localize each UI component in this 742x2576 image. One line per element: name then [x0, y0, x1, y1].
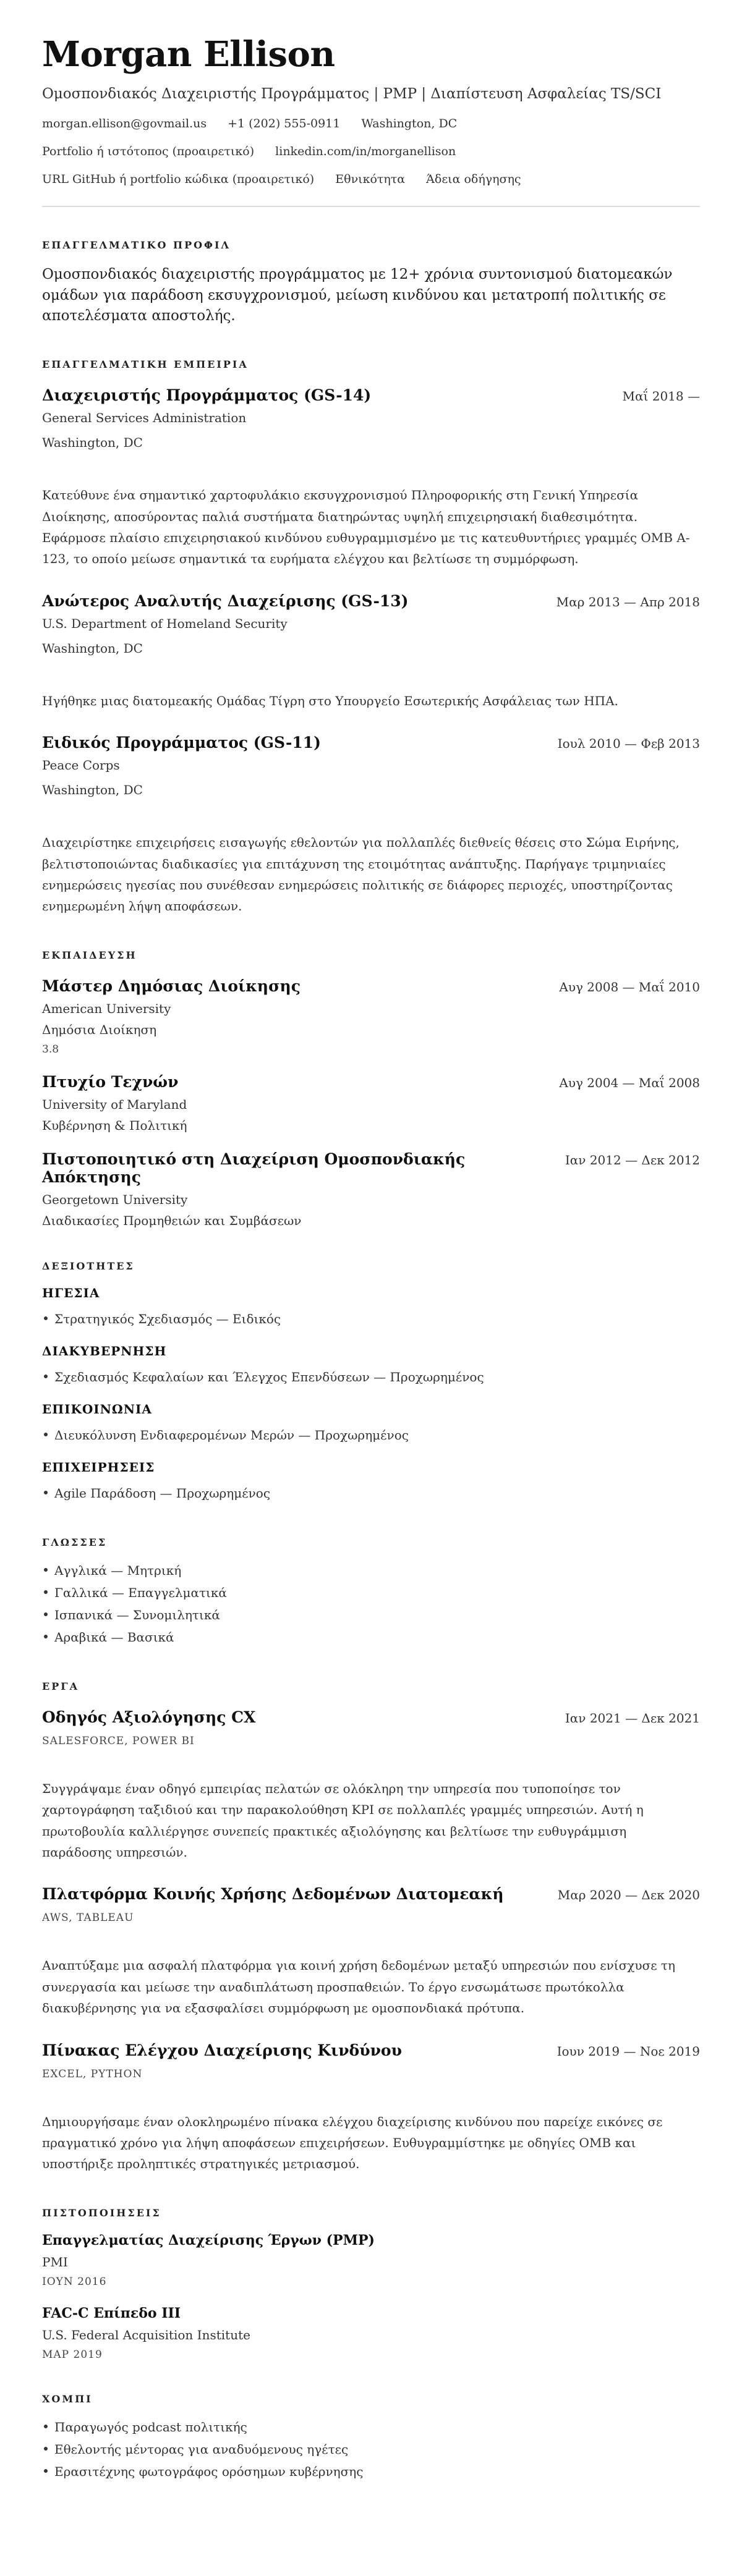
certification-entry — [42, 2305, 700, 2361]
phone-number[interactable]: +1 (202) 555-0911 — [228, 117, 341, 131]
project-entry — [42, 1708, 700, 1863]
employer: General Services Administration — [42, 410, 247, 426]
section-title-languages: ΓΛΩΣΣΕΣ — [42, 1536, 108, 1548]
skill-item: Στρατηγικός Σχεδιασμός — Ειδικός — [42, 1308, 700, 1330]
certification-entry — [42, 2232, 700, 2288]
degree-title: Μάστερ Δημόσιας Διοίκησης — [42, 977, 301, 995]
project-technologies: EXCEL, PYTHON — [42, 2067, 143, 2080]
skill-item: Σχεδιασμός Κεφαλαίων και Έλεγχος Επενδύσεων — Προχωρημένος — [42, 1366, 700, 1388]
project-name: Οδηγός Αξιολόγησης CX — [42, 1708, 256, 1726]
job-location: Washington, DC — [42, 782, 143, 798]
section-title-hobbies: ΧΟΜΠΙ — [42, 2392, 93, 2405]
school-name: American University — [42, 1001, 171, 1016]
education-entry — [42, 1150, 700, 1228]
certification-date: ΙΟΥΝ 2016 — [42, 2275, 107, 2288]
project-dates: Ιαν 2021 — Δεκ 2021 — [565, 1710, 700, 1726]
project-technologies: AWS, TABLEAU — [42, 1912, 134, 1925]
project-entry — [42, 1885, 700, 2019]
project-name: Πλατφόρμα Κοινής Χρήσης Δεδομένων Διατομεακή — [42, 1885, 504, 1904]
job-dates: Μαρ 2013 — Απρ 2018 — [556, 594, 700, 609]
github-link[interactable]: URL GitHub ή portfolio κώδικα (προαιρετικό) — [42, 172, 315, 186]
school-name: Georgetown University — [42, 1192, 188, 1207]
experience-entry — [42, 592, 700, 711]
header-divider — [42, 206, 700, 207]
hobby-item: Ερασιτέχνης φωτογράφος ορόσημων κυβέρνησης — [42, 2460, 700, 2483]
experience-entry — [42, 734, 700, 917]
education-section — [42, 949, 700, 1228]
drivers-license: Άδεια οδήγησης — [426, 172, 521, 186]
hobby-item: Εθελοντής μέντορας για αναδυόμενους ηγέτες — [42, 2438, 700, 2460]
certification-date: ΜΑΡ 2019 — [42, 2348, 103, 2361]
language-item: Ισπανικά — Συνομιλητικά — [42, 1604, 700, 1626]
education-entry — [42, 1073, 700, 1133]
headline: Ομοσπονδιακός Διαχειριστής Προγράμματος | PMP | Διαπίστευση Ασφαλείας TS/SCI — [42, 85, 662, 102]
project-description: Δημιουργήσαμε έναν ολοκληρωμένο πίνακα ελέγχου διαχείρισης κινδύνου που παρείχε εικόνες σε πραγματικό χρόνο για λήψη αποφάσεων επιχειρήσεων. Ευθυγραμμίστηκε με οδηγίες OMB και υποστήριξε προληπτικές στρατηγικές μετριασμού. — [42, 2114, 663, 2172]
project-description: Συγγράψαμε έναν οδηγό εμπειρίας πελατών σε ολόκληρη την υπηρεσία που τυποποίησε τον χαρτογράφηση ταξιδιού και την παρακολούθηση KPI σε πολλαπλές γραμμές υπηρεσιών. Αυτή η πρωτοβουλία καλλιέργησε συνεπείς πρακτικές αξιολόγησης και βελτίωσε την ευθυγράμμιση παράδοσης υπηρεσιών. — [42, 1781, 644, 1860]
skill-group — [42, 1344, 700, 1388]
portfolio-link[interactable]: Portfolio ή ιστότοπος (προαιρετικό) — [42, 145, 255, 159]
education-entry — [42, 977, 700, 1056]
skill-category: ΔΙΑΚΥΒΕΡΝΗΣΗ — [42, 1343, 167, 1358]
section-title-education: ΕΚΠΑΙΔΕΥΣΗ — [42, 949, 137, 961]
field-of-study: Δημόσια Διοίκηση — [42, 1022, 157, 1037]
hobby-item: Παραγωγός podcast πολιτικής — [42, 2416, 700, 2438]
project-name: Πίνακας Ελέγχου Διαχείρισης Κινδύνου — [42, 2041, 402, 2059]
candidate-name: Morgan Ellison — [42, 34, 335, 75]
profile-section — [42, 239, 700, 326]
education-dates: Αυγ 2008 — Μαΐ 2010 — [559, 979, 700, 994]
job-description: Διαχειρίστηκε επιχειρήσεις εισαγωγής εθελοντών για πολλαπλές διεθνείς θέσεις στο Σώμα Ειρήνης, βελτιστοποιώντας διαδικασίες για επιτάχυνση της ετοιμότητας ανάπτυξης. Παρήγαγε τριμηνιαίες ενημερώσεις ηγεσίας που συνέθεσαν ενημερώσεις πολιτικής σε διάφορες περιοχές, υποστηρίζοντας ενημερωμένη λήψη αποφάσεων. — [42, 835, 680, 914]
section-title-projects: ΕΡΓΑ — [42, 1680, 79, 1692]
section-title-experience: ΕΠΑΓΓΕΛΜΑΤΙΚΗ ΕΜΠΕΙΡΙΑ — [42, 358, 249, 371]
employer: Peace Corps — [42, 758, 120, 773]
skills-section — [42, 1260, 700, 1504]
skill-category: ΕΠΙΚΟΙΝΩΝΙΑ — [42, 1401, 152, 1417]
contact-row-primary — [42, 116, 700, 132]
skill-item: Agile Παράδοση — Προχωρημένος — [42, 1482, 700, 1504]
job-title: Ανώτερος Αναλυτής Διαχείρισης (GS-13) — [42, 591, 409, 610]
skill-category: ΗΓΕΣΙΑ — [42, 1285, 100, 1300]
job-dates: Μαΐ 2018 — — [622, 389, 700, 404]
projects-section — [42, 1680, 700, 2175]
employer: U.S. Department of Homeland Security — [42, 616, 288, 631]
section-title-skills: ΔΕΞΙΟΤΗΤΕΣ — [42, 1260, 135, 1272]
certification-name: FAC-C Επίπεδο III — [42, 2305, 181, 2321]
job-location: Washington, DC — [42, 640, 143, 656]
experience-section — [42, 358, 700, 917]
certification-issuer: U.S. Federal Acquisition Institute — [42, 2327, 250, 2342]
skill-category: ΕΠΙΧΕΙΡΗΣΕΙΣ — [42, 1459, 155, 1475]
location: Washington, DC — [361, 117, 458, 131]
skill-group — [42, 1402, 700, 1446]
email-link[interactable]: morgan.ellison@govmail.us — [42, 117, 207, 131]
job-location: Washington, DC — [42, 435, 143, 451]
linkedin-link[interactable]: linkedin.com/in/morganellison — [275, 145, 456, 159]
resume-header — [42, 36, 700, 207]
project-description: Αναπτύξαμε μια ασφαλή πλατφόρμα για κοινή χρήση δεδομένων μεταξύ υπηρεσιών που ενίσχυσε τη συνεργασία και μείωσε την αναδιπλάτωση προσπαθειών. Το έργο ενσωμάτωσε πρωτόκολλα διακυβέρνησης για να εξασφαλίσει συμμόρφωση με ομοσπονδιακά πρότυπα. — [42, 1958, 675, 2016]
degree-title: Πιστοποιητικό στη Διαχείριση Ομοσπονδιακής Απόκτησης — [42, 1150, 466, 1186]
language-item: Αγγλικά — Μητρική — [42, 1559, 700, 1582]
skill-item: Διευκόλυνση Ενδιαφερομένων Μερών — Προχωρημένος — [42, 1424, 700, 1446]
certification-issuer: PMI — [42, 2254, 68, 2269]
project-dates: Ιουν 2019 — Νοε 2019 — [556, 2043, 700, 2059]
job-title: Διαχειριστής Προγράμματος (GS-14) — [42, 386, 372, 405]
section-title-certifications: ΠΙΣΤΟΠΟΙΗΣΕΙΣ — [42, 2206, 161, 2219]
job-dates: Ιουλ 2010 — Φεβ 2013 — [557, 736, 700, 752]
profile-summary: Ομοσπονδιακός διαχειριστής προγράμματος με 12+ χρόνια συντονισμού διατομεακών ομάδων για παράδοση εκσυγχρονισμού, μείωση κινδύνου και μετατροπή πολιτικής σε αποτελέσματα αποστολής. — [42, 266, 673, 324]
nationality: Εθνικότητα — [335, 172, 406, 186]
education-dates: Ιαν 2012 — Δεκ 2012 — [565, 1152, 700, 1167]
contact-row-links — [42, 143, 700, 160]
language-item: Αραβικά — Βασικά — [42, 1626, 700, 1648]
hobbies-section — [42, 2393, 700, 2483]
degree-title: Πτυχίο Τεχνών — [42, 1072, 179, 1091]
project-dates: Μαρ 2020 — Δεκ 2020 — [557, 1888, 700, 1903]
field-of-study: Κυβέρνηση & Πολιτική — [42, 1117, 187, 1133]
gpa: 3.8 — [42, 1043, 59, 1056]
project-technologies: SALESFORCE, POWER BI — [42, 1734, 195, 1747]
skill-group — [42, 1460, 700, 1504]
experience-entry — [42, 386, 700, 570]
section-title-profile: ΕΠΑΓΓΕΛΜΑΤΙΚΟ ΠΡΟΦΙΛ — [42, 239, 231, 252]
languages-section — [42, 1536, 700, 1648]
job-description: Ηγήθηκε μιας διατομεακής Ομάδας Τίγρη στο Υπουργείο Εσωτερικής Ασφάλειας των ΗΠΑ. — [42, 693, 618, 708]
language-item: Γαλλικά — Επαγγελματικά — [42, 1582, 700, 1604]
field-of-study: Διαδικασίες Προμηθειών και Συμβάσεων — [42, 1213, 302, 1228]
project-entry — [42, 2041, 700, 2175]
education-dates: Αυγ 2004 — Μαΐ 2008 — [559, 1075, 700, 1090]
certification-name: Επαγγελματίας Διαχείρισης Έργων (PMP) — [42, 2232, 375, 2248]
contact-row-extra — [42, 171, 700, 188]
job-title: Ειδικός Προγράμματος (GS-11) — [42, 734, 321, 752]
skill-group — [42, 1286, 700, 1330]
certifications-section — [42, 2207, 700, 2361]
job-description: Κατεύθυνε ένα σημαντικό χαρτοφυλάκιο εκσυγχρονισμού Πληροφορικής στη Γενική Υπηρεσία Διοίκησης, αποσύροντας παλιά συστήματα διατηρώντας υψηλή επιχειρησιακή διαθεσιμότητα. Εφάρμοσε πλαίσιο επιχειρησιακού κινδύνου ευθυγραμμισμένο με τις κατευθυντήριες γραμμές OMB A-123, το οποίο μείωσε σημαντικά τα ευρήματα ελέγχου και βελτίωσε τη συμμόρφωση. — [42, 488, 690, 567]
school-name: University of Maryland — [42, 1096, 187, 1112]
